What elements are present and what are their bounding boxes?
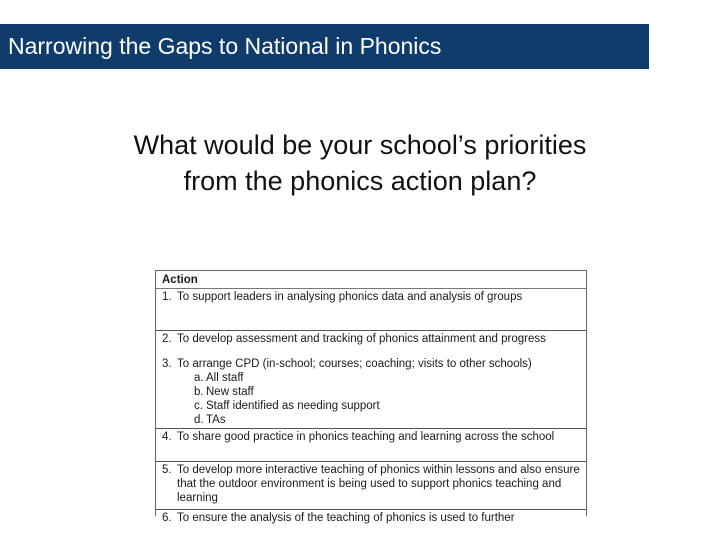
action-number: 4.: [162, 431, 172, 443]
sub-item-letter: c.: [194, 400, 203, 412]
question-line-1: What would be your school’s priorities: [133, 130, 587, 160]
sub-item-b: [162, 385, 580, 399]
action-number: 6.: [162, 512, 172, 524]
action-row-5: [156, 462, 586, 510]
sub-item-a: [162, 371, 580, 385]
sub-item-d: [162, 413, 580, 427]
sub-item-c: [162, 399, 580, 413]
action-plan-table: [155, 270, 587, 524]
action-text: To ensure the analysis of the teaching of phonics is used to further: [177, 512, 515, 524]
action-row-3: [156, 356, 586, 429]
question-line-2: from the phonics action plan?: [183, 166, 537, 196]
sub-item-letter: b.: [194, 386, 204, 398]
action-row-2: [156, 331, 586, 356]
sub-item-text: All staff: [206, 372, 244, 384]
action-text: To develop more interactive teaching of phonics within lessons and also ensure that the outdoor environment is being used to support phonics teaching and learning: [177, 464, 580, 504]
action-number: 5.: [162, 464, 172, 476]
action-row-1: [156, 289, 586, 331]
action-number: 2.: [162, 333, 172, 345]
sub-item-text: New staff: [206, 386, 254, 398]
action-number: 1.: [162, 291, 172, 303]
action-text: To arrange CPD (in-school; courses; coaching; visits to other schools): [177, 358, 532, 370]
question-text: [40, 127, 680, 199]
table-header: Action: [156, 271, 586, 289]
sub-item-letter: a.: [194, 372, 204, 384]
sub-item-text: Staff identified as needing support: [206, 400, 380, 412]
action-text: To share good practice in phonics teaching and learning across the school: [177, 431, 555, 443]
sub-item-letter: d.: [194, 414, 204, 426]
action-row-6: [156, 510, 586, 525]
sub-item-text: TAs: [206, 414, 226, 426]
action-text: To support leaders in analysing phonics data and analysis of groups: [177, 291, 523, 303]
action-number: 3.: [162, 358, 172, 370]
action-row-4: [156, 429, 586, 462]
slide-title: Narrowing the Gaps to National in Phonics: [0, 24, 649, 69]
action-text: To develop assessment and tracking of phonics attainment and progress: [177, 333, 546, 345]
